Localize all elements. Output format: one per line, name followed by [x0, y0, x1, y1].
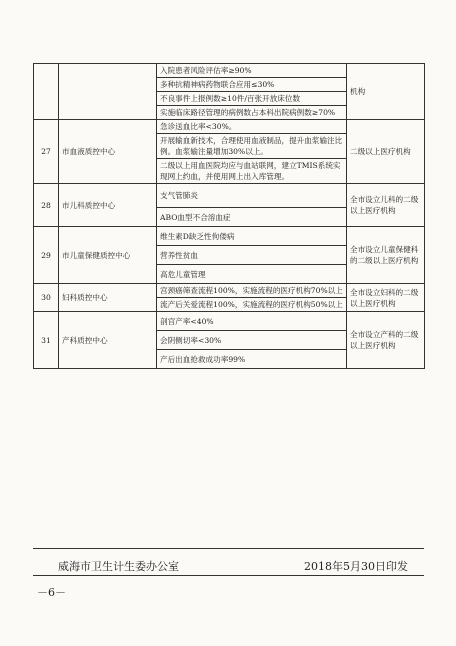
indicator-cell: 入院患者风险评估率≥90%	[157, 64, 347, 78]
table-row	[34, 227, 425, 246]
footer-top-rule	[33, 548, 424, 549]
indicator-cell: 剖宫产率<40%	[157, 312, 347, 331]
table-row	[34, 284, 425, 298]
row-number: 31	[34, 312, 59, 369]
issue-date: 2018年5月30日印发	[304, 560, 408, 573]
indicator-cell: 急诊送血比率<30%。	[157, 120, 347, 134]
row-number: 27	[34, 120, 59, 184]
institution-cell: 全市设立儿科的二级以上医疗机构	[347, 184, 425, 227]
table-row	[34, 312, 425, 331]
center-name: 市血液质控中心	[59, 120, 157, 184]
footer-imprint	[58, 558, 408, 574]
indicator-cell: ABO血型不合溶血症	[157, 208, 347, 227]
center-name: 妇科质控中心	[59, 284, 157, 312]
row-number: 29	[34, 227, 59, 284]
center-name: 市儿科质控中心	[59, 184, 157, 227]
center-name: 产科质控中心	[59, 312, 157, 369]
issuer-name: 威海市卫生计生委办公室	[58, 560, 179, 573]
table-row	[34, 184, 425, 208]
indicator-cell: 宫颈癌筛查流程100%，实施流程的医疗机构70%以上	[157, 284, 347, 298]
institution-cell: 全市设立儿童保健科的二级以上医疗机构	[347, 227, 425, 284]
center-name	[59, 64, 157, 120]
center-name: 市儿童保健质控中心	[59, 227, 157, 284]
indicator-cell: 二级以上用血医院均应与血站联网，建立TMIS系统实现网上约血，并使用网上出入库管理。	[157, 159, 347, 184]
indicator-cell: 高危儿童管理	[157, 265, 347, 284]
row-number	[34, 64, 59, 120]
indicator-cell: 产后出血抢救成功率99%	[157, 350, 347, 369]
row-number: 28	[34, 184, 59, 227]
footer-bottom-rule	[33, 575, 424, 576]
table-row	[34, 120, 425, 134]
table-row	[34, 64, 425, 78]
institution-cell: 机构	[347, 64, 425, 120]
indicator-cell: 维生素D缺乏性佝偻病	[157, 227, 347, 246]
page-number: －6－	[37, 586, 66, 599]
quality-control-table	[33, 63, 425, 369]
institution-cell: 全市设立产科的二级以上医疗机构	[347, 312, 425, 369]
row-number: 30	[34, 284, 59, 312]
indicator-cell: 流产后关爱流程100%，实施流程的医疗机构50%以上	[157, 298, 347, 312]
indicator-cell: 开展输血新技术，合理使用血液制品，提升血浆输注比例。血浆输注量增加30%以上。	[157, 134, 347, 159]
indicator-cell: 会阴侧切率<30%	[157, 331, 347, 350]
indicator-cell: 支气管肺炎	[157, 184, 347, 208]
indicator-cell: 营养性贫血	[157, 246, 347, 265]
indicator-cell: 实施临床路径管理的病例数占本科出院病例数≥70%	[157, 106, 347, 120]
institution-cell: 二级以上医疗机构	[347, 120, 425, 184]
indicator-cell: 不良事件上报例数≥10件/百张开放床位数	[157, 92, 347, 106]
institution-cell: 全市设立妇科的二级以上医疗机构	[347, 284, 425, 312]
indicator-cell: 多种抗精神病药物联合应用≤30%	[157, 78, 347, 92]
